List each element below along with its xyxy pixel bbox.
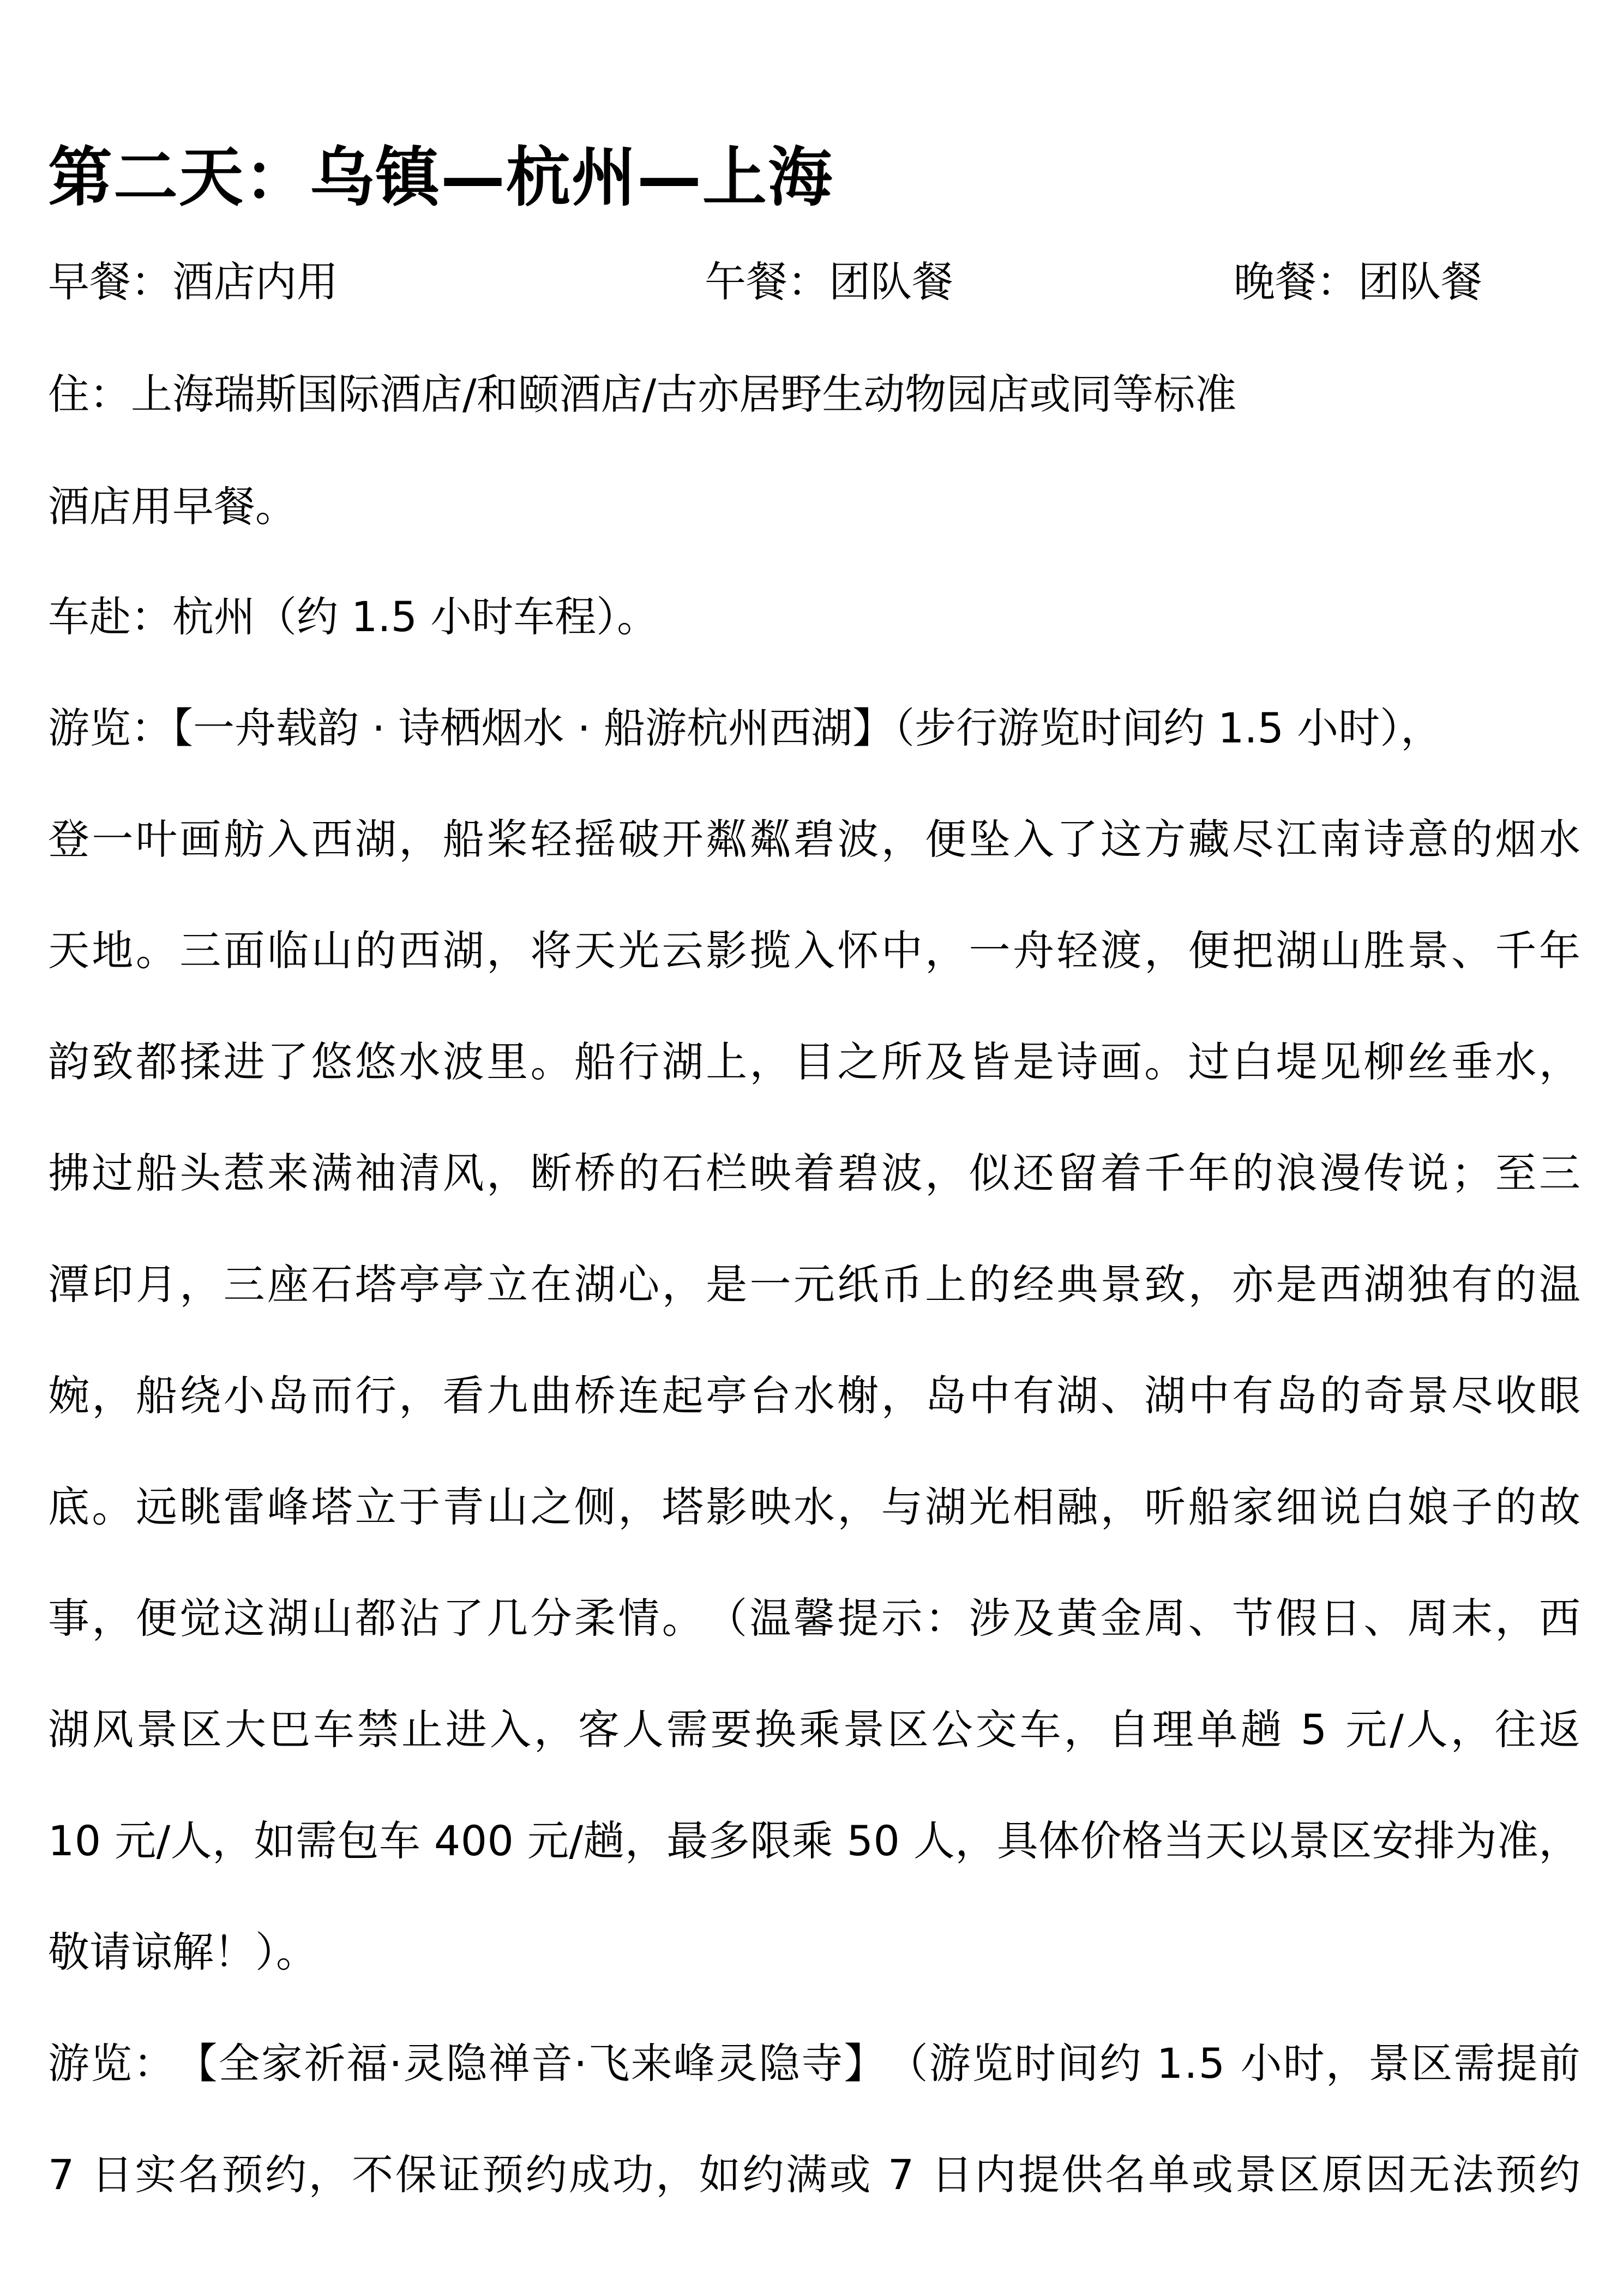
- west-lake-line: 底 。 远 眺 雷 峰 塔 立 于 青 山 之 侧 ， 塔 影 映 水 ， 与 湖 光 相 融 ， 听 船 家 细 说 白 娘 子 的 故: [48, 1483, 1580, 1531]
- lingyin-line: 游 览 ： 【 全 家 祈 福 · 灵 隐 禅 音 · 飞 来 峰 灵 隐 寺 】 （ 游 览 时 间 约 1 . 5 小 时 ， 景 区 需 提 前: [48, 2039, 1580, 2088]
- west-lake-line: 敬请谅解！）。: [48, 1928, 317, 1976]
- dinner-info: 晚餐：团队餐: [1234, 257, 1482, 306]
- meals-row: [48, 252, 1580, 312]
- west-lake-line: 游览：【一舟载韵 · 诗栖烟水 · 船游杭州西湖】（步行游览时间约 1.5 小时），: [48, 704, 1442, 752]
- west-lake-line: 潭 印 月 ， 三 座 石 塔 亭 亭 立 在 湖 心 ， 是 一 元 纸 币 上 的 经 典 景 致 ， 亦 是 西 湖 独 有 的 温: [48, 1260, 1580, 1309]
- lingyin-line: 7 日 实 名 预 约 ， 不 保 证 预 约 成 功 ， 如 约 满 或 7 日 内 提 供 名 单 或 景 区 原 因 无 法 预 约: [48, 2150, 1580, 2199]
- west-lake-line: 登 一 叶 画 舫 入 西 湖 ， 船 桨 轻 摇 破 开 粼 粼 碧 波 ， 便 坠 入 了 这 方 藏 尽 江 南 诗 意 的 烟 水: [48, 815, 1580, 864]
- breakfast-info: 早餐：酒店内用: [48, 257, 338, 306]
- west-lake-line: 事 ， 便 觉 这 湖 山 都 沾 了 几 分 柔 情 。 （ 温 馨 提 示 ： 涉 及 黄 金 周 、 节 假 日 、 周 末 ， 西: [48, 1594, 1580, 1642]
- west-lake-line: 天 地 。 三 面 临 山 的 西 湖 ， 将 天 光 云 影 揽 入 怀 中 ， 一 舟 轻 渡 ， 便 把 湖 山 胜 景 、 千 年: [48, 926, 1580, 975]
- breakfast-note: 酒店用早餐。: [48, 482, 297, 531]
- hotel-info: 住：上海瑞斯国际酒店/和颐酒店/古亦居野生动物园店或同等标准: [48, 370, 1237, 418]
- west-lake-line: 湖 风 景 区 大 巴 车 禁 止 进 入 ， 客 人 需 要 换 乘 景 区 公 交 车 ， 自 理 单 趟 5 元 / 人 ， 往 返: [48, 1705, 1580, 1754]
- day-title: 第二天：乌镇—杭州—上海: [48, 140, 834, 215]
- transfer-info: 车赴：杭州（约 1.5 小时车程）。: [48, 592, 659, 641]
- west-lake-line: 韵 致 都 揉 进 了 悠 悠 水 波 里 。 船 行 湖 上 ， 目 之 所 及 皆 是 诗 画 。 过 白 堤 见 柳 丝 垂 水 ，: [48, 1038, 1580, 1086]
- west-lake-line: 婉 ， 船 绕 小 岛 而 行 ， 看 九 曲 桥 连 起 亭 台 水 榭 ， 岛 中 有 湖 、 湖 中 有 岛 的 奇 景 尽 收 眼: [48, 1371, 1580, 1420]
- lunch-info: 午餐：团队餐: [705, 257, 953, 306]
- west-lake-line: 拂 过 船 头 惹 来 满 袖 清 风 ， 断 桥 的 石 栏 映 着 碧 波 ， 似 还 留 着 千 年 的 浪 漫 传 说 ； 至 三: [48, 1149, 1580, 1197]
- west-lake-line: 1 0 元 / 人 ， 如 需 包 车 4 0 0 元 / 趟 ， 最 多 限 乘 5 0 人 ， 具 体 价 格 当 天 以 景 区 安 排 为 准 ，: [48, 1817, 1580, 1865]
